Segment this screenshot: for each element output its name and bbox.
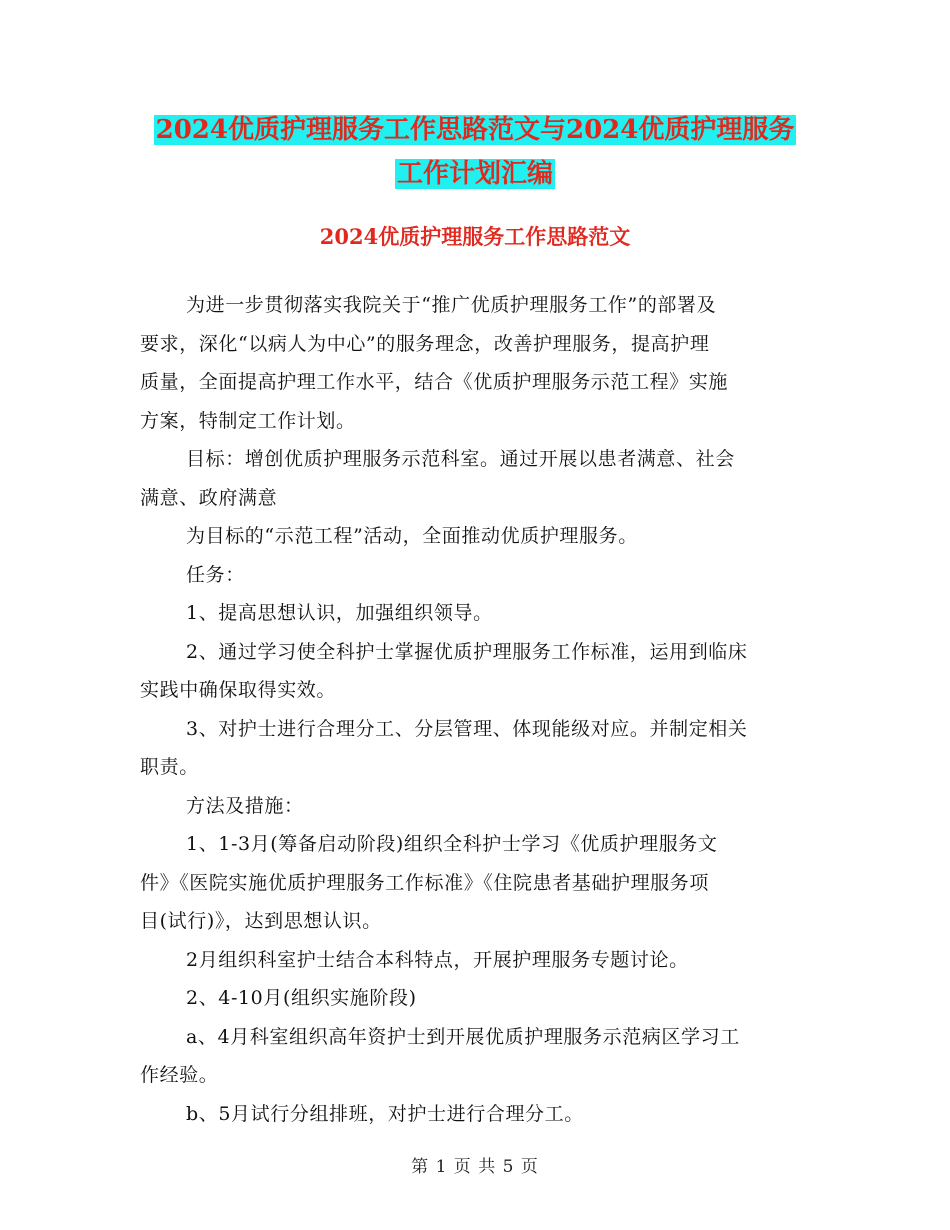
title-highlight-2: 工作计划汇编 [396, 159, 553, 189]
body-line: 方法及措施： [186, 795, 304, 817]
body-line: 要求，深化“以病人为中心”的服务理念，改善护理服务，提高护理 [140, 333, 710, 355]
body-line: 方案，特制定工作计划。 [140, 410, 356, 432]
body-line: 1、提高思想认识，加强组织领导。 [186, 602, 493, 624]
section-title: 2024优质护理服务工作思路范文 [319, 224, 631, 249]
body-line: 2、4-10月(组织实施阶段) [186, 987, 417, 1009]
body-line: a、4月科室组织高年资护士到开展优质护理服务示范病区学习工 [186, 1026, 740, 1048]
document-title-line1 [140, 108, 810, 152]
body-line: 目(试行)》，达到思想认识。 [140, 910, 382, 932]
title-highlight-1: 2024优质护理服务工作思路范文与2024优质护理服务 [155, 115, 795, 145]
body-line: 作经验。 [140, 1064, 219, 1086]
body-line: 为目标的“示范工程”活动，全面推动优质护理服务。 [186, 525, 638, 547]
body-line: 职责。 [140, 756, 199, 778]
body-line: 2、通过学习使全科护士掌握优质护理服务工作标准，运用到临床 [186, 641, 748, 663]
body-line: 任务： [186, 564, 245, 586]
body-line: 2月组织科室护士结合本科特点，开展护理服务专题讨论。 [186, 949, 689, 971]
body-line: b、5月试行分组排班，对护士进行合理分工。 [186, 1103, 584, 1125]
page-number-footer: 第 1 页 共 5 页 [411, 1157, 539, 1177]
body-line: 为进一步贯彻落实我院关于“推广优质护理服务工作”的部署及 [186, 294, 717, 316]
body-line: 1、1-3月(筹备启动阶段)组织全科护士学习《优质护理服务文 [186, 833, 718, 855]
body-line: 质量，全面提高护理工作水平，结合《优质护理服务示范工程》实施 [140, 371, 729, 393]
body-line: 3、对护士进行合理分工、分层管理、体现能级对应。并制定相关 [186, 718, 748, 740]
body-line: 件》《医院实施优质护理服务工作标准》《住院患者基础护理服务项 [140, 872, 710, 894]
body-line: 目标：增创优质护理服务示范科室。通过开展以患者满意、社会 [186, 448, 735, 470]
body-line: 实践中确保取得实效。 [140, 679, 337, 701]
body-line: 满意、政府满意 [140, 487, 278, 509]
document-title-line2 [140, 152, 810, 196]
